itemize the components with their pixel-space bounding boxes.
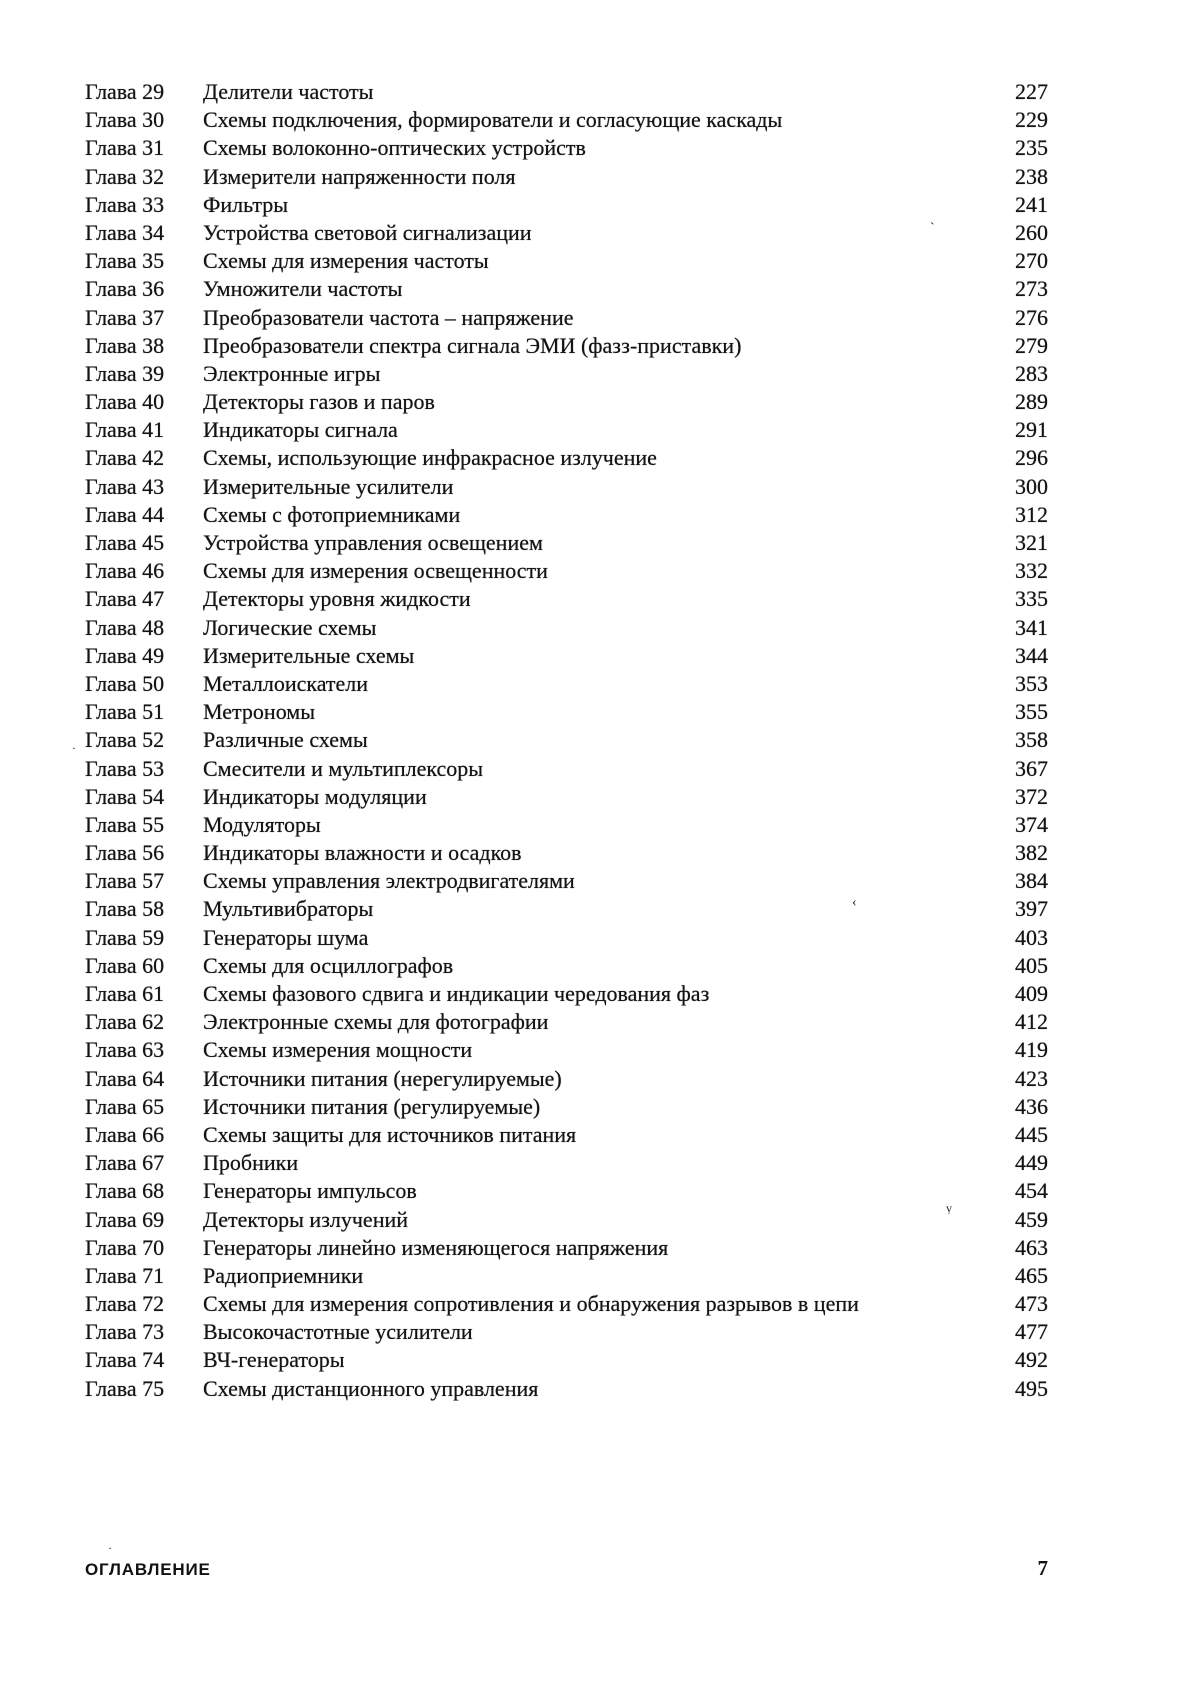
chapter-label: Глава 38	[85, 332, 165, 358]
chapter-title: Генераторы шума	[203, 924, 369, 950]
toc-row	[85, 642, 1048, 670]
toc-row	[85, 895, 1048, 923]
chapter-label: Глава 62	[85, 1009, 165, 1035]
toc-row	[85, 783, 1048, 811]
toc-row	[85, 585, 1048, 613]
chapter-label: Глава 68	[85, 1178, 165, 1204]
chapter-page-number: 335	[1015, 586, 1048, 612]
toc-row	[85, 839, 1048, 867]
chapter-label: Глава 53	[85, 755, 165, 781]
scan-speck: ṿ	[946, 1201, 952, 1215]
chapter-title: Индикаторы сигнала	[203, 417, 398, 443]
chapter-page-number: 449	[1015, 1150, 1048, 1176]
chapter-label: Глава 44	[85, 501, 165, 527]
chapter-page-number: 341	[1015, 614, 1048, 640]
chapter-label: Глава 32	[85, 163, 165, 189]
chapter-page-number: 397	[1015, 896, 1048, 922]
chapter-page-number: 283	[1015, 360, 1048, 386]
chapter-label: Глава 34	[85, 219, 165, 245]
chapter-label: Глава 51	[85, 699, 165, 725]
page-footer	[85, 1556, 1048, 1581]
chapter-label: Глава 33	[85, 191, 165, 217]
chapter-label: Глава 67	[85, 1150, 165, 1176]
toc-row	[85, 726, 1048, 754]
chapter-title: Различные схемы	[203, 727, 368, 753]
chapter-title: Схемы волоконно-оптических устройств	[203, 135, 586, 161]
toc-list	[85, 78, 1048, 1403]
chapter-label: Глава 29	[85, 79, 165, 104]
chapter-label: Глава 75	[85, 1375, 165, 1401]
toc-row	[85, 1346, 1048, 1374]
toc-row	[85, 106, 1048, 134]
chapter-page-number: 291	[1015, 417, 1048, 443]
toc-row	[85, 473, 1048, 501]
chapter-page-number: 463	[1015, 1234, 1048, 1260]
toc-row	[85, 924, 1048, 952]
chapter-label: Глава 57	[85, 868, 165, 894]
chapter-page-number: 382	[1015, 840, 1048, 866]
chapter-title: Детекторы газов и паров	[203, 389, 435, 415]
chapter-title: Схемы для измерения освещенности	[203, 558, 548, 584]
chapter-title: Преобразователи спектра сигнала ЭМИ (фазз-приставки)	[203, 332, 742, 358]
toc-row	[85, 1262, 1048, 1290]
chapter-label: Глава 46	[85, 558, 165, 584]
chapter-page-number: 367	[1015, 755, 1048, 781]
chapter-title: Метрономы	[203, 699, 315, 725]
toc-row	[85, 191, 1048, 219]
chapter-title: Схемы с фотоприемниками	[203, 501, 461, 527]
chapter-page-number: 353	[1015, 670, 1048, 696]
chapter-title: Схемы защиты для источников питания	[203, 1121, 577, 1147]
chapter-page-number: 409	[1015, 981, 1048, 1006]
chapter-label: Глава 37	[85, 304, 165, 330]
chapter-title: Детекторы излучений	[203, 1206, 409, 1232]
chapter-title: Источники питания (нерегулируемые)	[203, 1065, 562, 1091]
toc-row	[85, 1065, 1048, 1093]
chapter-page-number: 423	[1015, 1065, 1048, 1091]
chapter-page-number: 300	[1015, 473, 1048, 499]
chapter-title: Измерительные схемы	[203, 642, 415, 668]
chapter-title: Схемы измерения мощности	[203, 1037, 473, 1063]
chapter-label: Глава 56	[85, 840, 165, 866]
toc-row	[85, 1177, 1048, 1205]
chapter-label: Глава 74	[85, 1347, 165, 1373]
chapter-page-number: 495	[1015, 1375, 1048, 1401]
chapter-title: Индикаторы влажности и осадков	[203, 840, 522, 866]
scan-speck: ‹	[852, 895, 857, 910]
chapter-label: Глава 43	[85, 473, 165, 499]
chapter-label: Глава 66	[85, 1121, 165, 1147]
chapter-title: Устройства управления освещением	[203, 530, 543, 555]
chapter-title: Схемы для измерения частоты	[203, 248, 489, 274]
chapter-title: Модуляторы	[203, 811, 321, 837]
chapter-page-number: 227	[1015, 79, 1048, 104]
chapter-title: Схемы дистанционного управления	[203, 1375, 539, 1401]
toc-row	[85, 134, 1048, 162]
chapter-label: Глава 69	[85, 1206, 165, 1232]
chapter-label: Глава 42	[85, 445, 165, 471]
chapter-page-number: 260	[1015, 219, 1048, 245]
toc-row	[85, 1093, 1048, 1121]
chapter-label: Глава 63	[85, 1037, 165, 1063]
chapter-title: Пробники	[203, 1150, 299, 1176]
chapter-label: Глава 64	[85, 1065, 165, 1091]
chapter-page-number: 279	[1015, 332, 1048, 358]
chapter-label: Глава 58	[85, 896, 165, 922]
chapter-label: Глава 47	[85, 586, 165, 612]
chapter-title: Логические схемы	[203, 614, 377, 640]
chapter-page-number: 384	[1015, 868, 1048, 894]
chapter-page-number: 473	[1015, 1291, 1048, 1317]
chapter-page-number: 358	[1015, 727, 1048, 753]
chapter-label: Глава 31	[85, 135, 165, 161]
chapter-page-number: 372	[1015, 783, 1048, 809]
toc-row	[85, 332, 1048, 360]
chapter-label: Глава 71	[85, 1262, 165, 1288]
chapter-title: Схемы подключения, формирователи и согласующие каскады	[203, 107, 783, 133]
chapter-page-number: 270	[1015, 248, 1048, 274]
chapter-label: Глава 54	[85, 783, 165, 809]
toc-row	[85, 557, 1048, 585]
toc-row	[85, 1234, 1048, 1262]
chapter-title: Генераторы линейно изменяющегося напряжения	[203, 1234, 669, 1260]
toc-row	[85, 1318, 1048, 1346]
toc-row	[85, 811, 1048, 839]
footer-page-number: 7	[1037, 1556, 1048, 1580]
chapter-page-number: 454	[1015, 1178, 1048, 1204]
chapter-title: Умножители частоты	[203, 276, 403, 302]
chapter-label: Глава 55	[85, 811, 165, 837]
toc-row	[85, 275, 1048, 303]
chapter-title: Схемы управления электродвигателями	[203, 868, 575, 894]
chapter-title: Схемы для измерения сопротивления и обнаружения разрывов в цепи	[203, 1291, 859, 1317]
chapter-label: Глава 50	[85, 670, 165, 696]
chapter-page-number: 405	[1015, 952, 1048, 978]
chapter-label: Глава 72	[85, 1291, 165, 1317]
toc-row	[85, 1008, 1048, 1036]
chapter-page-number: 273	[1015, 276, 1048, 302]
chapter-label: Глава 49	[85, 642, 165, 668]
chapter-label: Глава 35	[85, 248, 165, 274]
scan-speck: ·	[108, 1541, 112, 1555]
chapter-title: Индикаторы модуляции	[203, 783, 427, 809]
chapter-page-number: 412	[1015, 1009, 1048, 1035]
chapter-title: Смесители и мультиплексоры	[203, 755, 484, 781]
chapter-label: Глава 59	[85, 924, 165, 950]
chapter-page-number: 465	[1015, 1262, 1048, 1288]
toc-row	[85, 501, 1048, 529]
toc-row	[85, 952, 1048, 980]
toc-row	[85, 867, 1048, 895]
toc-row	[85, 980, 1048, 1008]
toc-row	[85, 78, 1048, 106]
chapter-title: Мультивибраторы	[203, 896, 374, 922]
toc-row	[85, 529, 1048, 557]
chapter-page-number: 355	[1015, 699, 1048, 725]
chapter-page-number: 276	[1015, 304, 1048, 330]
toc-row	[85, 1036, 1048, 1064]
chapter-page-number: 289	[1015, 389, 1048, 415]
footer-section-title: ОГЛАВЛЕНИЕ	[85, 1560, 211, 1579]
chapter-label: Глава 45	[85, 530, 165, 555]
chapter-label: Глава 70	[85, 1234, 165, 1260]
chapter-title: Электронные игры	[203, 360, 381, 386]
toc-row	[85, 755, 1048, 783]
chapter-title: Схемы для осциллографов	[203, 952, 454, 978]
scan-speck: `	[930, 221, 935, 236]
chapter-page-number: 419	[1015, 1037, 1048, 1063]
chapter-title: Делители частоты	[203, 79, 374, 104]
chapter-title: Радиоприемники	[203, 1262, 364, 1288]
chapter-title: Высокочастотные усилители	[203, 1319, 473, 1345]
chapter-title: Металлоискатели	[203, 670, 369, 696]
chapter-title: Детекторы уровня жидкости	[203, 586, 471, 612]
chapter-label: Глава 30	[85, 107, 165, 133]
chapter-title: Устройства световой сигнализации	[203, 219, 532, 245]
toc-row	[85, 1290, 1048, 1318]
chapter-page-number: 374	[1015, 811, 1048, 837]
chapter-page-number: 436	[1015, 1093, 1048, 1119]
chapter-page-number: 312	[1015, 501, 1048, 527]
toc-row	[85, 1121, 1048, 1149]
chapter-label: Глава 36	[85, 276, 165, 302]
chapter-label: Глава 65	[85, 1093, 165, 1119]
toc-row	[85, 388, 1048, 416]
chapter-page-number: 477	[1015, 1319, 1048, 1345]
chapter-title: Фильтры	[203, 191, 288, 217]
toc-row	[85, 163, 1048, 191]
chapter-page-number: 492	[1015, 1347, 1048, 1373]
chapter-page-number: 445	[1015, 1121, 1048, 1147]
toc-row	[85, 247, 1048, 275]
chapter-page-number: 229	[1015, 107, 1048, 133]
chapter-page-number: 344	[1015, 642, 1048, 668]
toc-row	[85, 1149, 1048, 1177]
chapter-title: Измерители напряженности поля	[203, 163, 516, 189]
chapter-label: Глава 39	[85, 360, 165, 386]
toc-row	[85, 1206, 1048, 1234]
scan-speck: ·	[72, 741, 76, 755]
chapter-page-number: 403	[1015, 924, 1048, 950]
chapter-page-number: 332	[1015, 558, 1048, 584]
chapter-title: Схемы, использующие инфракрасное излучение	[203, 445, 657, 471]
toc-row	[85, 670, 1048, 698]
chapter-label: Глава 48	[85, 614, 165, 640]
chapter-title: Электронные схемы для фотографии	[203, 1009, 549, 1035]
toc-row	[85, 219, 1048, 247]
chapter-title: Генераторы импульсов	[203, 1178, 417, 1204]
chapter-title: Источники питания (регулируемые)	[203, 1093, 541, 1119]
toc-row	[85, 444, 1048, 472]
chapter-title: ВЧ-генераторы	[203, 1347, 345, 1373]
toc-row	[85, 416, 1048, 444]
chapter-label: Глава 40	[85, 389, 165, 415]
chapter-title: Схемы фазового сдвига и индикации чередования фаз	[203, 981, 710, 1006]
chapter-label: Глава 41	[85, 417, 165, 443]
chapter-title: Измерительные усилители	[203, 473, 454, 499]
chapter-title: Преобразователи частота – напряжение	[203, 304, 574, 330]
toc-row	[85, 304, 1048, 332]
chapter-page-number: 296	[1015, 445, 1048, 471]
toc-row	[85, 360, 1048, 388]
toc-row	[85, 1375, 1048, 1403]
chapter-label: Глава 60	[85, 952, 165, 978]
chapter-page-number: 459	[1015, 1206, 1048, 1232]
chapter-page-number: 321	[1015, 530, 1048, 555]
chapter-label: Глава 52	[85, 727, 165, 753]
chapter-label: Глава 73	[85, 1319, 165, 1345]
chapter-page-number: 238	[1015, 163, 1048, 189]
chapter-page-number: 241	[1015, 191, 1048, 217]
chapter-page-number: 235	[1015, 135, 1048, 161]
chapter-label: Глава 61	[85, 981, 165, 1006]
toc-row	[85, 698, 1048, 726]
toc-row	[85, 614, 1048, 642]
